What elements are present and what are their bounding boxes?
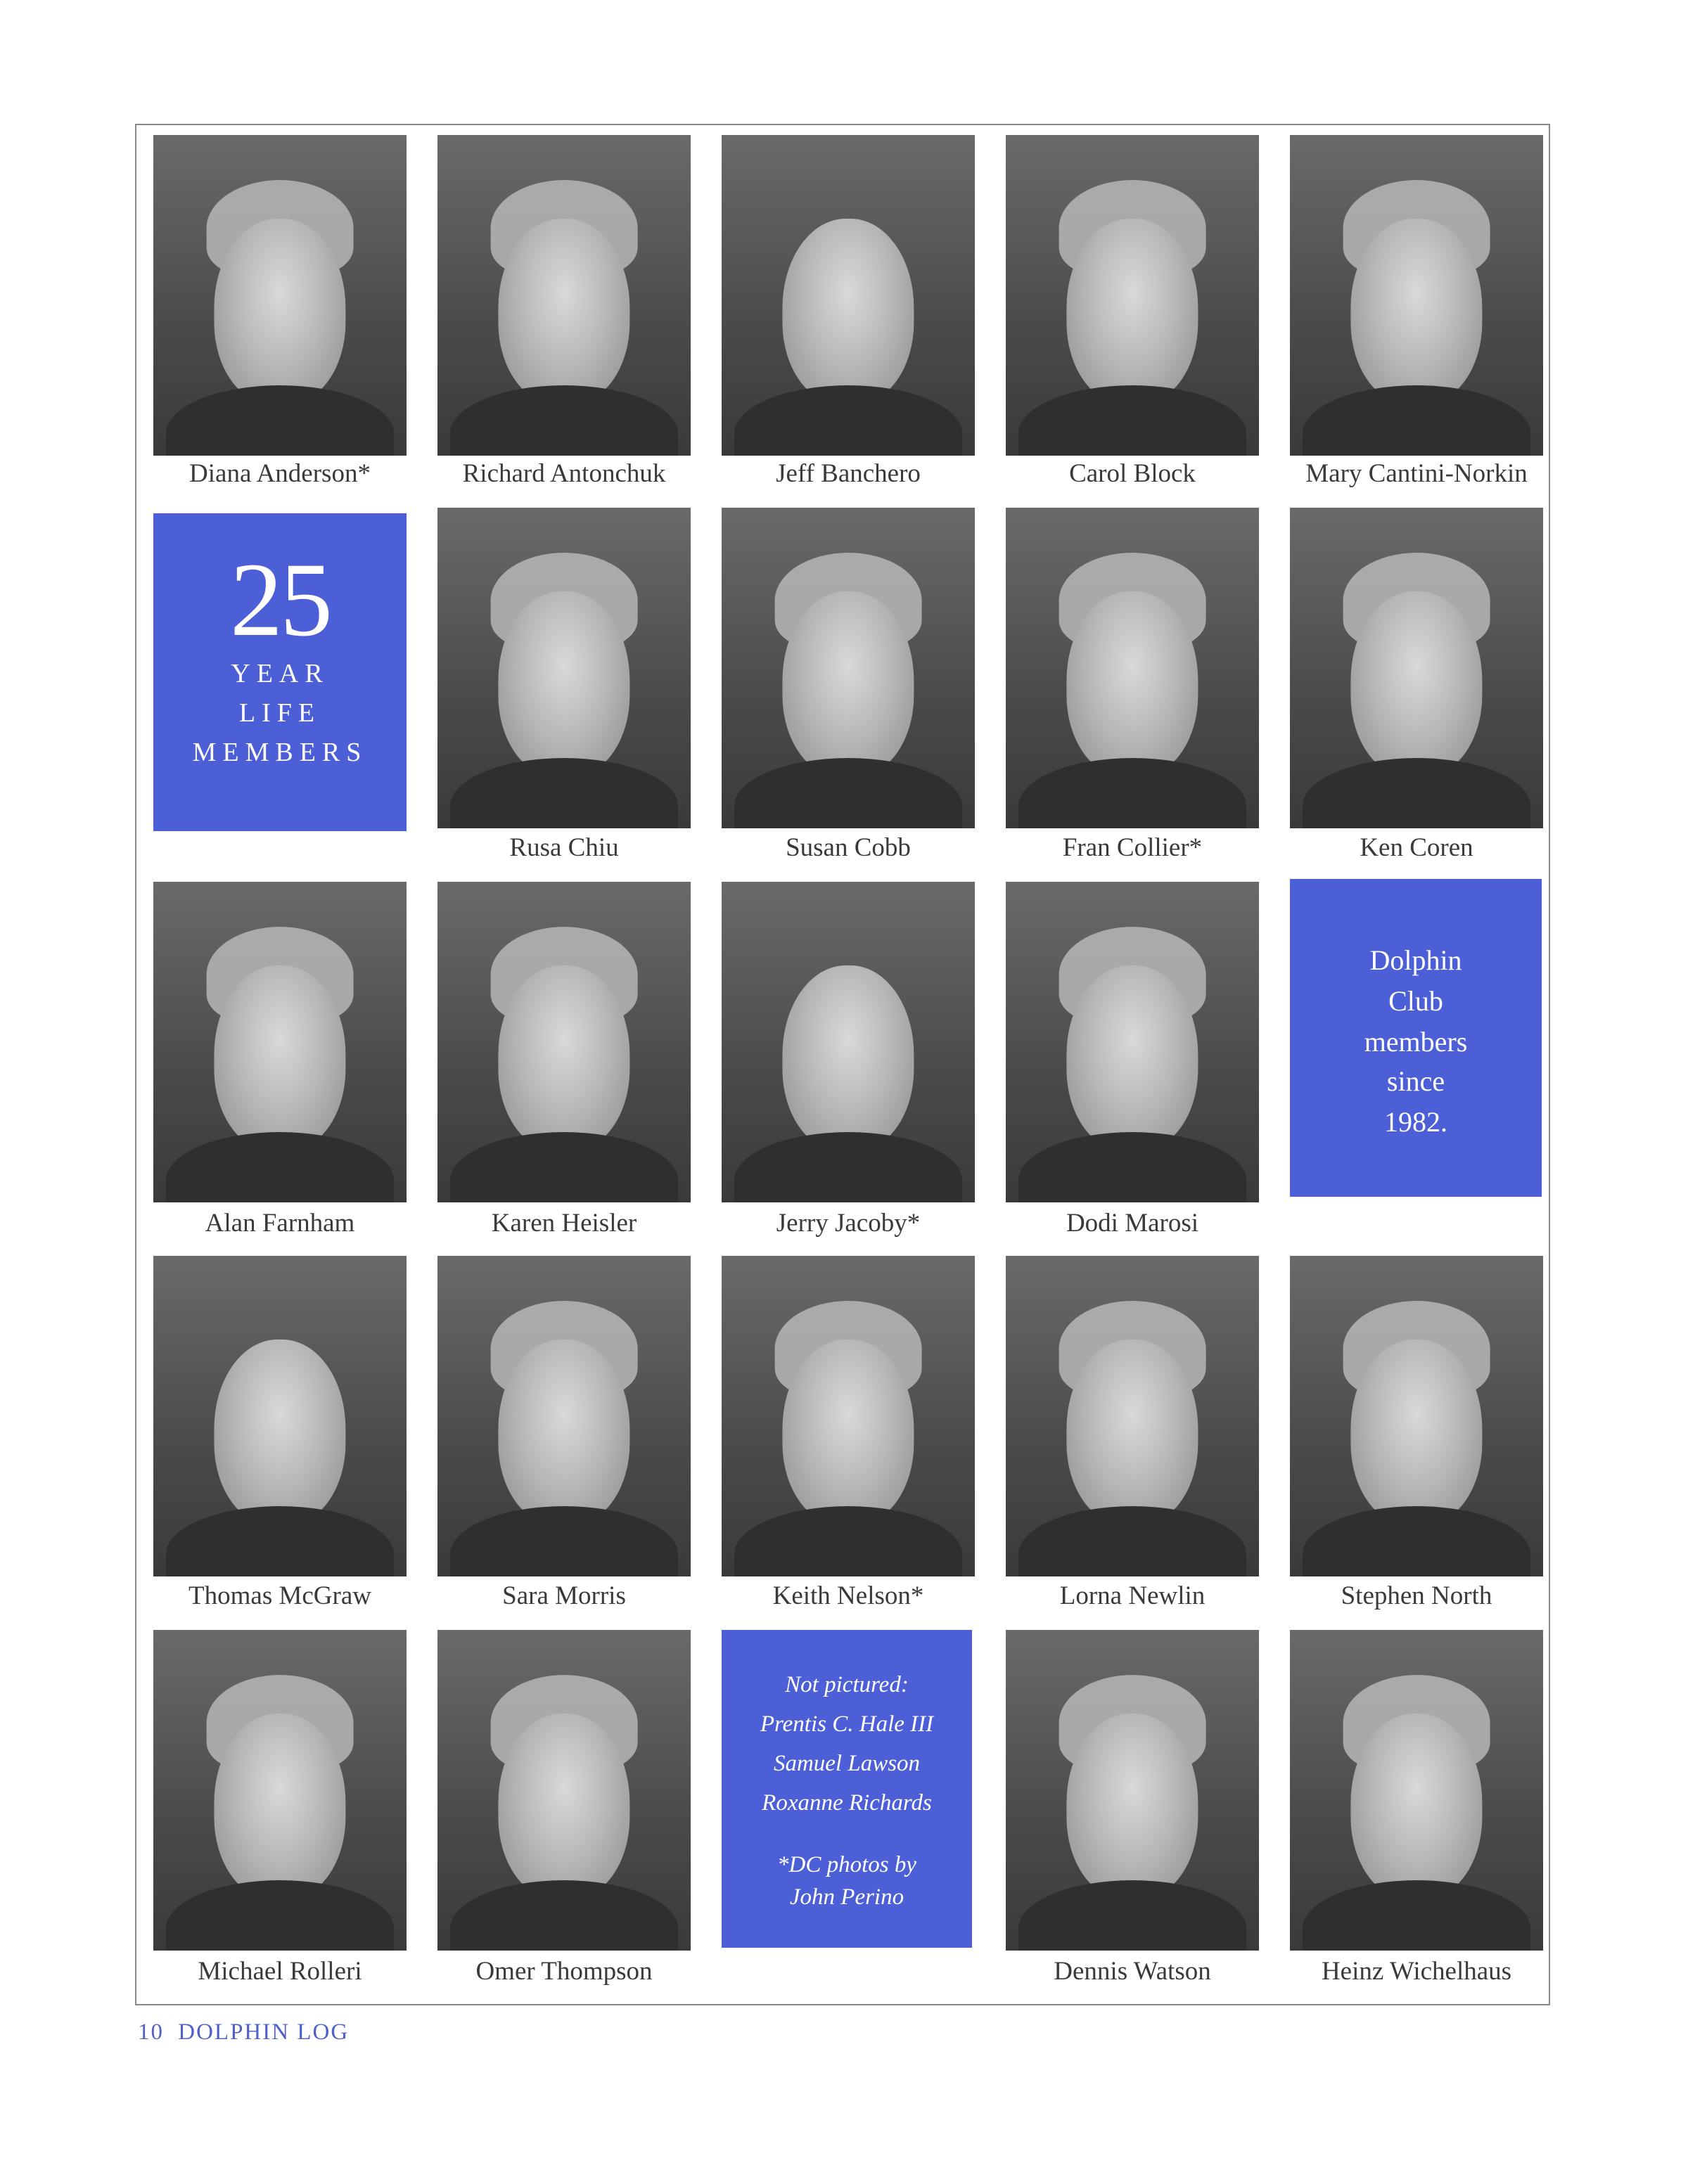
member-photo bbox=[153, 882, 407, 1202]
title-line: YEAR bbox=[231, 659, 329, 688]
member-name: Lorna Newlin bbox=[1059, 1581, 1206, 1610]
member-photo bbox=[153, 1256, 407, 1576]
member-name: Richard Antonchuk bbox=[462, 459, 666, 488]
member-photo bbox=[437, 135, 691, 456]
member-photo bbox=[437, 1256, 691, 1576]
member-name: Carol Block bbox=[1069, 459, 1196, 488]
member-photo bbox=[437, 1630, 691, 1951]
member-name: Sara Morris bbox=[502, 1581, 626, 1610]
member-name: Mary Cantini-Norkin bbox=[1305, 459, 1528, 488]
title-line: LIFE bbox=[238, 698, 321, 728]
member-photo bbox=[722, 882, 975, 1202]
since-line: Dolphin bbox=[1369, 944, 1462, 976]
member-name: Stephen North bbox=[1341, 1581, 1492, 1610]
member-name: Dennis Watson bbox=[1054, 1957, 1211, 1986]
not-pictured-name: Roxanne Richards bbox=[762, 1790, 932, 1816]
member-name: Alan Farnham bbox=[205, 1209, 355, 1238]
not-pictured-heading: Not pictured: bbox=[785, 1672, 909, 1697]
member-photo bbox=[1006, 508, 1259, 828]
photo-credit: *DC photos by bbox=[777, 1852, 916, 1877]
member-photo bbox=[722, 1256, 975, 1576]
member-name: Omer Thompson bbox=[475, 1957, 653, 1986]
member-name: Jeff Banchero bbox=[776, 459, 921, 488]
publication-name: DOLPHIN LOG bbox=[178, 2019, 350, 2045]
since-box bbox=[1290, 879, 1542, 1197]
not-pictured-name: Prentis C. Hale III bbox=[760, 1711, 934, 1737]
member-name: Michael Rolleri bbox=[198, 1957, 362, 1986]
member-name: Diana Anderson* bbox=[189, 459, 371, 488]
title-box bbox=[153, 513, 407, 831]
member-photo bbox=[1290, 135, 1543, 456]
member-photo bbox=[1006, 882, 1259, 1202]
member-photo bbox=[1290, 1630, 1543, 1951]
member-photo bbox=[1290, 1256, 1543, 1576]
member-name: Ken Coren bbox=[1360, 833, 1473, 862]
member-photo bbox=[437, 882, 691, 1202]
member-photo bbox=[1006, 135, 1259, 456]
member-name: Susan Cobb bbox=[786, 833, 911, 862]
member-name: Thomas McGraw bbox=[188, 1581, 371, 1610]
page-number: 10 bbox=[138, 2019, 164, 2045]
since-line: since bbox=[1386, 1065, 1445, 1097]
member-photo bbox=[153, 1630, 407, 1951]
member-photo bbox=[1290, 508, 1543, 828]
member-name: Fran Collier* bbox=[1062, 833, 1203, 862]
not-pictured-name: Samuel Lawson bbox=[773, 1751, 921, 1776]
since-line: 1982. bbox=[1384, 1106, 1447, 1138]
member-photo bbox=[153, 135, 407, 456]
member-photo bbox=[437, 508, 691, 828]
member-name: Keith Nelson* bbox=[772, 1581, 924, 1610]
member-name: Heinz Wichelhaus bbox=[1321, 1957, 1512, 1986]
since-line: members bbox=[1364, 1026, 1468, 1058]
member-photo bbox=[1006, 1256, 1259, 1576]
member-name: Rusa Chiu bbox=[509, 833, 619, 862]
member-name: Karen Heisler bbox=[491, 1209, 637, 1238]
member-name: Jerry Jacoby* bbox=[776, 1209, 921, 1238]
page-footer bbox=[138, 2019, 349, 2045]
member-photo bbox=[1006, 1630, 1259, 1951]
since-line: Club bbox=[1388, 985, 1443, 1017]
title-number: 25 bbox=[230, 541, 330, 658]
title-line: MEMBERS bbox=[192, 738, 368, 767]
not-pictured-box bbox=[722, 1630, 972, 1948]
member-photo bbox=[722, 135, 975, 456]
photo-credit: John Perino bbox=[789, 1884, 904, 1910]
member-photo bbox=[722, 508, 975, 828]
member-name: Dodi Marosi bbox=[1066, 1209, 1199, 1238]
